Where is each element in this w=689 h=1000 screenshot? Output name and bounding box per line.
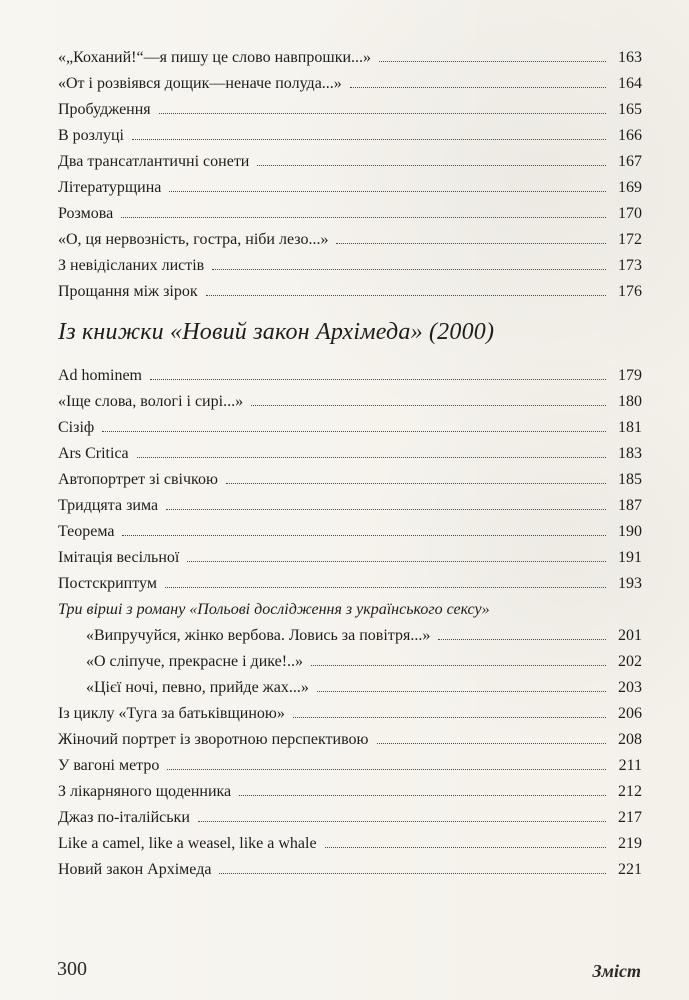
toc-entry bbox=[58, 277, 642, 303]
toc-entry-page: 167 bbox=[618, 153, 642, 170]
leader-dots bbox=[187, 561, 606, 562]
toc-entry bbox=[58, 647, 642, 673]
leader-dots bbox=[219, 873, 606, 874]
leader-dots bbox=[165, 587, 606, 588]
toc-entry-page: 185 bbox=[618, 470, 642, 488]
toc-entry-page: 193 bbox=[618, 574, 642, 592]
toc-entry bbox=[58, 829, 642, 855]
toc-entry bbox=[58, 95, 642, 121]
toc-entry-page: 176 bbox=[618, 283, 642, 300]
toc-entry-page: 221 bbox=[618, 860, 642, 878]
leader-dots bbox=[137, 457, 606, 458]
toc-entry-title: Із циклу «Туга за батьківщиною» bbox=[58, 704, 285, 722]
subheading-text: Три вірші з роману «Польові дослідження з українського сексу» bbox=[58, 600, 490, 618]
toc-entry bbox=[58, 621, 642, 647]
toc-entry bbox=[58, 173, 642, 199]
page-number: 300 bbox=[57, 958, 87, 980]
toc-entry-title: Жіночий портрет із зворотною перспективою bbox=[58, 730, 369, 748]
toc-entry bbox=[58, 199, 642, 225]
toc-entry-title: «Цієї ночі, певно, прийде жах...» bbox=[86, 678, 309, 696]
section-heading: Із книжки «Новий закон Архімеда» (2000) bbox=[58, 319, 495, 345]
toc-entry-title: Літературщина bbox=[58, 179, 162, 196]
toc-entry-title: Ars Critica bbox=[58, 444, 129, 462]
leader-dots bbox=[198, 821, 606, 822]
toc-entry-page: 217 bbox=[618, 808, 642, 826]
toc-entry-page: 180 bbox=[618, 392, 642, 410]
toc-entry-page: 191 bbox=[618, 548, 642, 566]
toc-entry bbox=[58, 543, 642, 569]
leader-dots bbox=[226, 483, 606, 484]
toc-entry-page: 179 bbox=[618, 366, 642, 384]
toc-entry bbox=[58, 517, 642, 543]
toc-entry-page: 190 bbox=[618, 522, 642, 540]
toc-entry-page: 203 bbox=[618, 678, 642, 696]
leader-dots bbox=[150, 379, 606, 380]
toc-entry bbox=[58, 251, 642, 277]
toc-entry bbox=[58, 699, 642, 725]
toc-entry-page: 181 bbox=[618, 418, 642, 436]
leader-dots bbox=[122, 535, 606, 536]
toc-entry-title: Тридцята зима bbox=[58, 496, 159, 514]
toc-entry-title: Прощання між зірок bbox=[58, 283, 198, 300]
toc-entry-page: 172 bbox=[618, 231, 642, 248]
toc-entry-title: З невідісланих листів bbox=[58, 257, 205, 274]
toc-entry-page: 206 bbox=[618, 704, 642, 722]
toc-entry-page: 183 bbox=[618, 444, 642, 462]
toc-entry-page: 187 bbox=[618, 496, 642, 514]
toc-entry-title: Сізіф bbox=[58, 418, 95, 436]
leader-dots bbox=[311, 665, 606, 666]
toc-entry bbox=[58, 121, 642, 147]
toc-entry-title: Ad hominem bbox=[58, 366, 142, 384]
leader-dots bbox=[167, 769, 606, 770]
toc-entry-page: 219 bbox=[618, 834, 642, 852]
leader-dots bbox=[251, 405, 606, 406]
toc-entry-title: Новий закон Архімеда bbox=[58, 860, 212, 878]
running-footer: Зміст bbox=[592, 961, 641, 981]
toc-entry-page: 169 bbox=[618, 179, 642, 196]
leader-dots bbox=[379, 61, 606, 62]
top-entry-group bbox=[58, 43, 642, 303]
toc-entry-title: Автопортрет зі свічкою bbox=[58, 470, 218, 488]
toc-entry bbox=[58, 569, 642, 595]
leader-dots bbox=[350, 87, 606, 88]
leader-dots bbox=[257, 165, 606, 166]
leader-dots bbox=[438, 639, 606, 640]
leader-dots bbox=[325, 847, 606, 848]
toc-entry bbox=[58, 725, 642, 751]
toc-entry-title: Теорема bbox=[58, 522, 115, 540]
leader-dots bbox=[159, 113, 606, 114]
toc-entry bbox=[58, 361, 642, 387]
toc-entry-title: Пробудження bbox=[58, 101, 151, 118]
leader-dots bbox=[212, 269, 606, 270]
toc-entry-page: 212 bbox=[618, 782, 642, 800]
toc-entry-title: «О сліпуче, прекрасне і дике!..» bbox=[86, 652, 304, 670]
toc-entry-page: 166 bbox=[618, 127, 642, 144]
toc-entry-title: В розлуці bbox=[58, 127, 124, 144]
toc-entry-page: 211 bbox=[618, 756, 642, 774]
toc-entry-title: «„Коханий!“—я пишу це слово навпрошки...» bbox=[58, 49, 372, 66]
toc-entry bbox=[58, 387, 642, 413]
toc-entry-page: 163 bbox=[618, 49, 642, 66]
subheading-row bbox=[58, 595, 642, 621]
leader-dots bbox=[166, 509, 606, 510]
toc-entry-page: 164 bbox=[618, 75, 642, 92]
leader-dots bbox=[293, 717, 606, 718]
leader-dots bbox=[169, 191, 606, 192]
toc-entry-title: Джаз по-італійськи bbox=[58, 808, 190, 826]
leader-dots bbox=[102, 431, 606, 432]
toc-entry bbox=[58, 43, 642, 69]
leader-dots bbox=[336, 243, 606, 244]
toc-entry-title: Постскриптум bbox=[58, 574, 157, 592]
table-of-contents bbox=[58, 43, 642, 881]
toc-entry-title: Імітація весільної bbox=[58, 548, 180, 566]
toc-entry-title: «Іще слова, вологі і сирі...» bbox=[58, 392, 244, 410]
toc-entry-title: Like a camel, like a weasel, like a whale bbox=[58, 834, 317, 852]
toc-entry-page: 201 bbox=[618, 626, 642, 644]
leader-dots bbox=[317, 691, 606, 692]
toc-entry-title: З лікарняного щоденника bbox=[58, 782, 232, 800]
toc-entry-title: У вагоні метро bbox=[58, 756, 160, 774]
toc-entry bbox=[58, 439, 642, 465]
section-entry-group bbox=[58, 361, 642, 595]
toc-entry bbox=[58, 413, 642, 439]
toc-entry-page: 173 bbox=[618, 257, 642, 274]
toc-entry-title: «О, ця нервозність, гостра, ніби лезо...» bbox=[58, 231, 329, 248]
toc-entry bbox=[58, 69, 642, 95]
toc-entry-title: Розмова bbox=[58, 205, 114, 222]
toc-entry bbox=[58, 803, 642, 829]
toc-entry bbox=[58, 751, 642, 777]
toc-entry-page: 202 bbox=[618, 652, 642, 670]
toc-entry bbox=[58, 225, 642, 251]
toc-entry bbox=[58, 465, 642, 491]
toc-entry-title: «От і розвіявся дощик—неначе полуда...» bbox=[58, 75, 342, 92]
leader-dots bbox=[121, 217, 606, 218]
toc-entry-title: Два трансатлантичні сонети bbox=[58, 153, 250, 170]
toc-entry-title: «Випручуйся, жінко вербова. Ловись за повітря...» bbox=[86, 626, 431, 644]
leader-dots bbox=[132, 139, 606, 140]
leader-dots bbox=[377, 743, 606, 744]
bottom-entry-group bbox=[58, 699, 642, 881]
toc-entry bbox=[58, 491, 642, 517]
toc-entry bbox=[58, 855, 642, 881]
leader-dots bbox=[206, 295, 606, 296]
toc-entry bbox=[58, 673, 642, 699]
toc-entry-page: 208 bbox=[618, 730, 642, 748]
toc-entry bbox=[58, 147, 642, 173]
toc-entry bbox=[58, 777, 642, 803]
leader-dots bbox=[239, 795, 606, 796]
toc-entry-page: 170 bbox=[618, 205, 642, 222]
sub-entry-group bbox=[58, 621, 642, 699]
toc-entry-page: 165 bbox=[618, 101, 642, 118]
